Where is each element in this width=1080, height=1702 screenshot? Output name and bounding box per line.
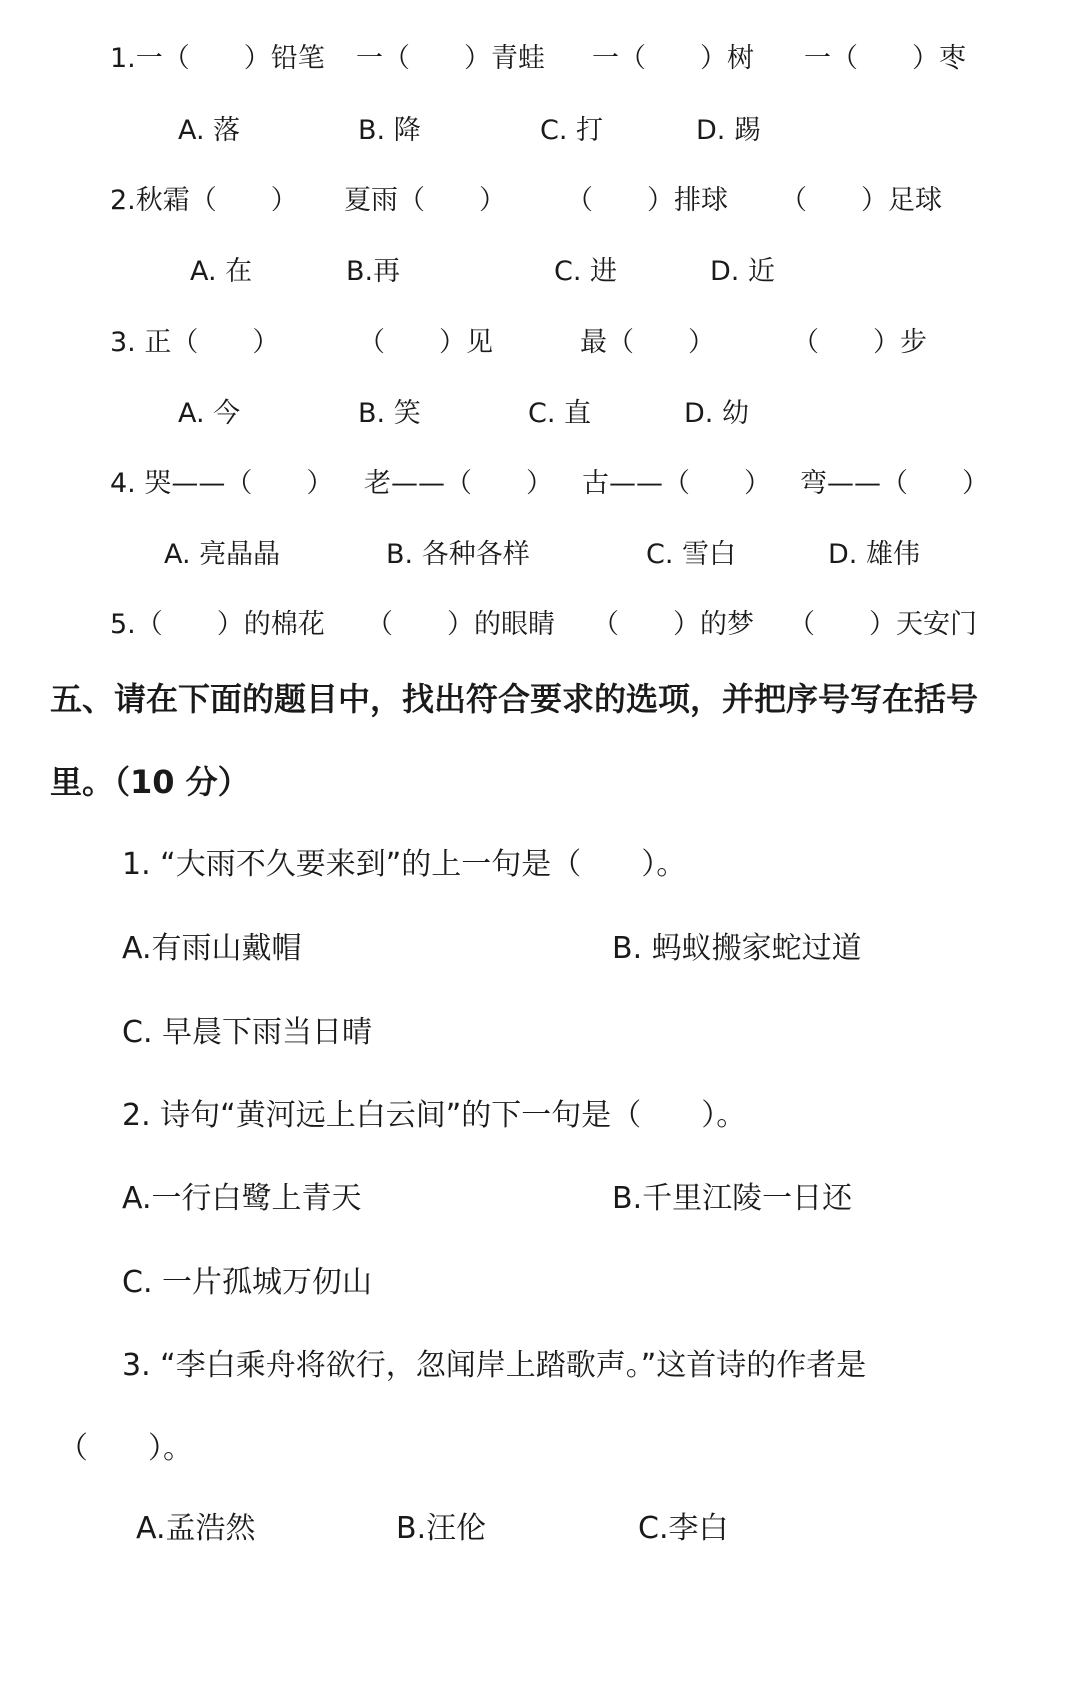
q2-option: B.再 [346, 256, 401, 287]
q2-item: （ ）足球 [780, 185, 942, 216]
q3-option: C. 直 [528, 398, 592, 429]
section5-heading-cont: 里。（10 分） [50, 763, 250, 801]
q3-option: A. 今 [178, 398, 241, 429]
q2-option: C. 进 [554, 256, 618, 287]
q4-item: 古——（ ） [582, 468, 771, 499]
q1-option: A. 落 [178, 115, 241, 146]
q1-item: 1.一（ ）铅笔 [110, 43, 325, 74]
q4-item: 老——（ ） [364, 468, 553, 499]
q1-option: B. 降 [358, 115, 421, 146]
q2-option: D. 近 [710, 256, 775, 287]
q4-option: C. 雪白 [646, 539, 737, 570]
q1-option: D. 踢 [696, 115, 761, 146]
q5-item: （ ）的眼睛 [366, 609, 555, 640]
q3-item: （ ）见 [358, 327, 493, 358]
q2-item: 夏雨（ ） [344, 185, 506, 216]
s5-q1-stem: 1. “大雨不久要来到”的上一句是（ ）。 [122, 847, 687, 882]
q1-item: 一（ ）青蛙 [356, 43, 545, 74]
q2-option: A. 在 [190, 256, 253, 287]
q4-item: 4. 哭——（ ） [110, 468, 334, 499]
q3-item: 最（ ） [580, 327, 715, 358]
q4-option: A. 亮晶晶 [164, 539, 281, 570]
s5-q3-stem-cont: （ ）。 [58, 1431, 193, 1466]
section5-heading: 五、请在下面的题目中，找出符合要求的选项，并把序号写在括号 [50, 680, 979, 718]
q3-item: 3. 正（ ） [110, 327, 280, 358]
q5-item: （ ）天安门 [788, 609, 977, 640]
q4-option: D. 雄伟 [828, 539, 920, 570]
s5-q3-option-b: B.汪伦 [396, 1511, 487, 1546]
s5-q3-option-a: A.孟浩然 [136, 1511, 256, 1546]
s5-q2-option-b: B.千里江陵一日还 [612, 1181, 853, 1216]
q3-option: B. 笑 [358, 398, 421, 429]
q5-item: （ ）的梦 [592, 609, 754, 640]
q2-item: 2.秋霜（ ） [110, 185, 298, 216]
q5-item: 5.（ ）的棉花 [110, 609, 325, 640]
s5-q2-stem: 2. 诗句“黄河远上白云间”的下一句是（ ）。 [122, 1098, 747, 1133]
s5-q1-option-b: B. 蚂蚁搬家蛇过道 [612, 931, 862, 966]
q4-item: 弯——（ ） [800, 468, 989, 499]
s5-q1-option-a: A.有雨山戴帽 [122, 931, 302, 966]
s5-q1-option-c: C. 早晨下雨当日晴 [122, 1015, 373, 1050]
s5-q2-option-c: C. 一片孤城万仞山 [122, 1265, 373, 1300]
q1-item: 一（ ）枣 [804, 43, 966, 74]
s5-q2-option-a: A.一行白鹭上青天 [122, 1181, 362, 1216]
s5-q3-option-c: C.李白 [638, 1511, 729, 1546]
q1-item: 一（ ）树 [592, 43, 754, 74]
q1-option: C. 打 [540, 115, 604, 146]
q2-item: （ ）排球 [566, 185, 728, 216]
q3-option: D. 幼 [684, 398, 749, 429]
s5-q3-stem: 3. “李白乘舟将欲行，忽闻岸上踏歌声。”这首诗的作者是 [122, 1348, 867, 1383]
q3-item: （ ）步 [792, 327, 927, 358]
q4-option: B. 各种各样 [386, 539, 530, 570]
